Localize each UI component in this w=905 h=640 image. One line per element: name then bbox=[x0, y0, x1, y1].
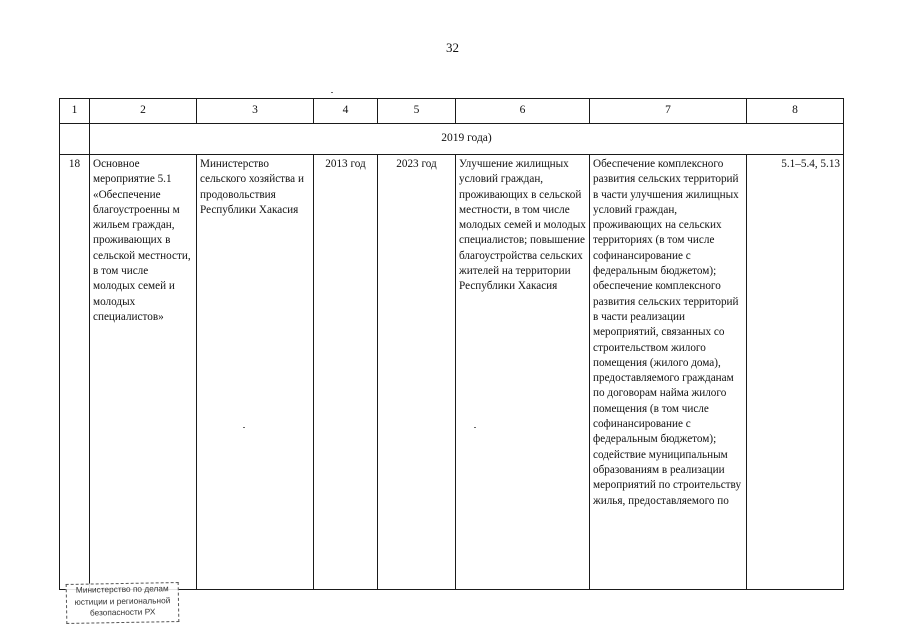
header-cell-2: 2 bbox=[90, 99, 197, 124]
links-cell: Обеспечение комплексного развития сельских территорий в части улучшения жилищных условий граждан, проживающих на сельских территориях (в том числе софинансирование с федеральным бюджетом); обеспечение комплексного развития сельских территорий в части реализации мероприятий, связанных со строительством жилого помещения (жилого дома), предоставляемого гражданам по договорам найма жилого помещения (в том числе софинансирование с федеральным бюджетом); содействие муниципальным образованиям в реализации мероприятий по строительству жилья, предоставляемого по bbox=[590, 155, 747, 590]
program-table bbox=[59, 98, 844, 590]
section-label: 2019 года) bbox=[90, 124, 844, 155]
start-year-cell: 2013 год bbox=[314, 155, 378, 590]
header-cell-3: 3 bbox=[197, 99, 314, 124]
table-header-row bbox=[60, 99, 844, 124]
header-cell-1: 1 bbox=[60, 99, 90, 124]
end-year-cell: 2023 год bbox=[378, 155, 456, 590]
expected-result-cell: Улучшение жилищных условий граждан, проживающих в сельской местности, в том числе молодых семей и молодых специалистов; повышение благоустройства сельских жителей на территории Республики Хакасия bbox=[456, 155, 590, 590]
event-name-cell: Основное мероприятие 5.1 «Обеспечение благоустроенны м жильем граждан, проживающих в сельской местности, в том числе молодых семей и молодых специалистов» bbox=[90, 155, 197, 590]
header-cell-6: 6 bbox=[456, 99, 590, 124]
scan-speck bbox=[243, 427, 245, 428]
header-cell-4: 4 bbox=[314, 99, 378, 124]
stamp-line-3: безопасности РХ bbox=[89, 606, 156, 618]
header-cell-7: 7 bbox=[590, 99, 747, 124]
header-cell-8: 8 bbox=[747, 99, 844, 124]
executor-cell: Министерство сельского хозяйства и продовольствия Республики Хакасия bbox=[197, 155, 314, 590]
indicators-cell: 5.1–5.4, 5.13 bbox=[747, 155, 844, 590]
section-empty-cell bbox=[60, 124, 90, 155]
table-row bbox=[60, 155, 844, 590]
page-number: 32 bbox=[446, 40, 459, 55]
header-cell-5: 5 bbox=[378, 99, 456, 124]
section-row bbox=[60, 124, 844, 155]
scan-speck bbox=[474, 427, 476, 428]
scan-speck bbox=[331, 92, 333, 93]
stamp-line-1: Министерство по делам bbox=[75, 583, 169, 595]
registration-stamp bbox=[66, 582, 180, 624]
stamp-line-2: юстиции и региональной bbox=[74, 594, 171, 607]
row-number: 18 bbox=[60, 155, 90, 590]
